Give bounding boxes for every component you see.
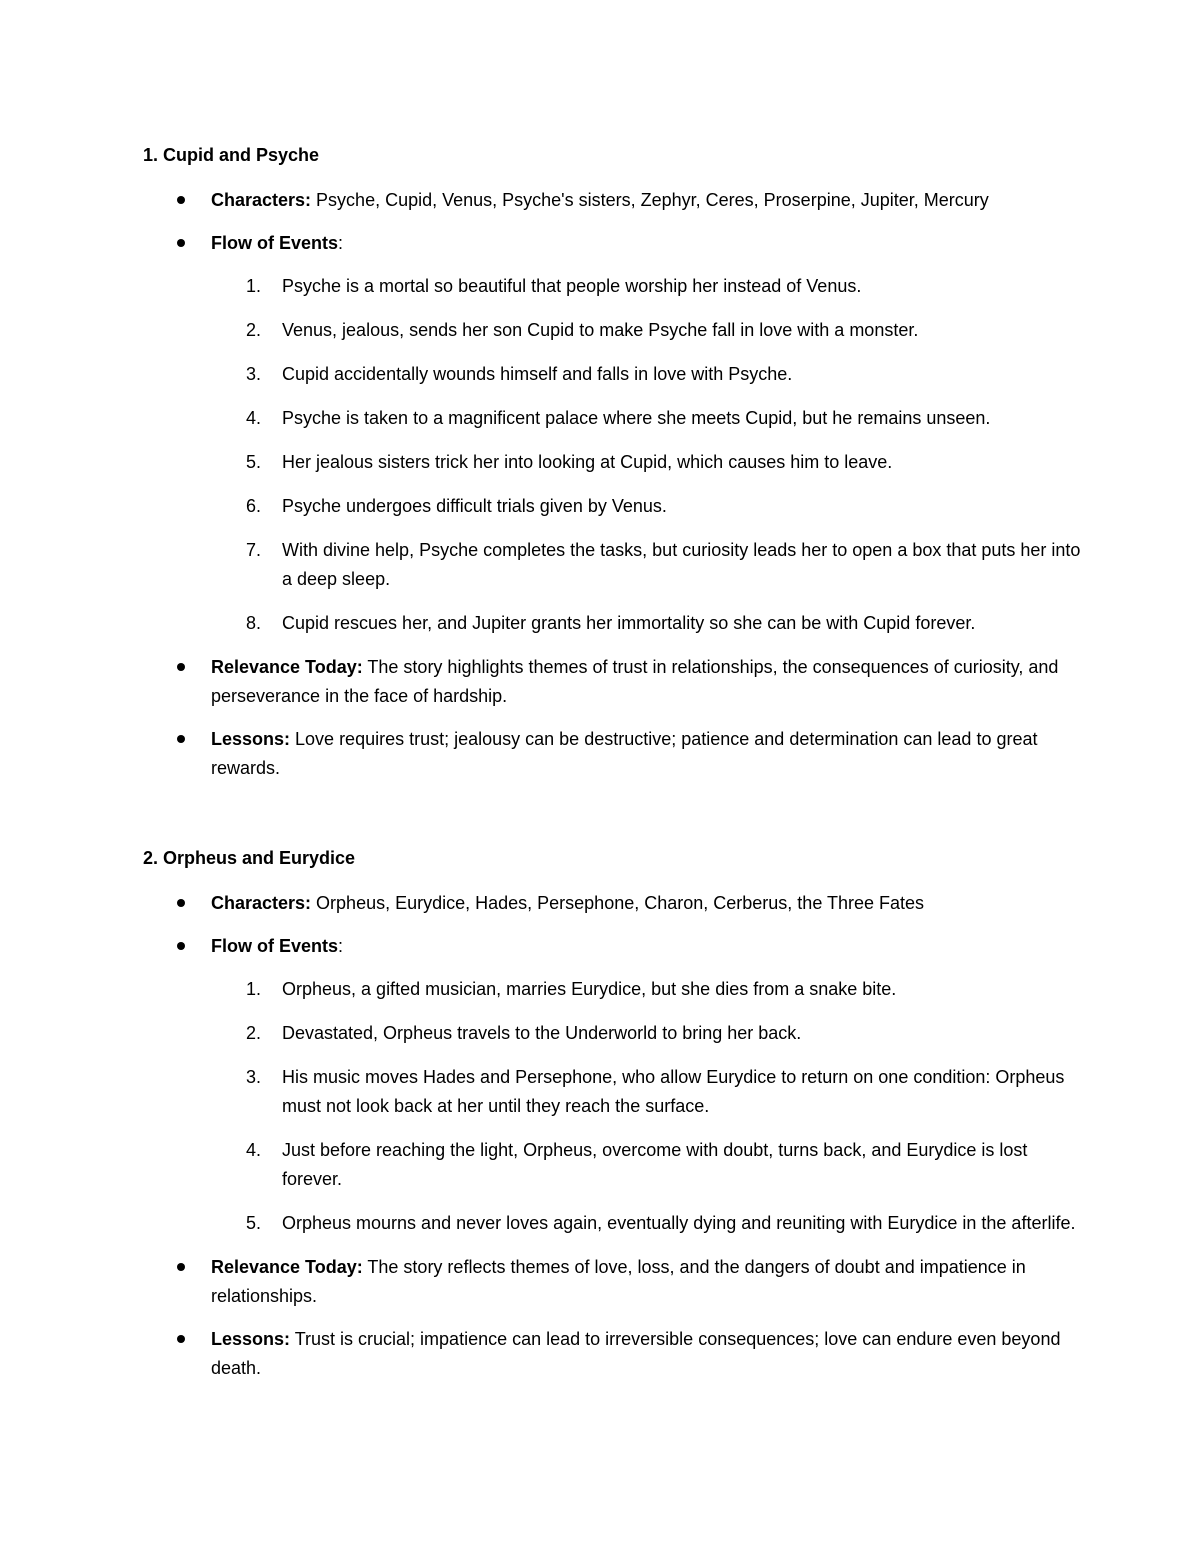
lessons-label: Lessons: (211, 729, 291, 749)
bullet-list (143, 889, 1083, 1383)
event-number: 1. (246, 276, 262, 296)
event-item (143, 272, 1083, 301)
bullet-list (143, 186, 1083, 783)
event-text: Cupid rescues her, and Jupiter grants her immortality so she can be with Cupid forever. (282, 613, 976, 633)
event-text: Psyche is a mortal so beautiful that people worship her instead of Venus. (282, 276, 862, 296)
characters-bullet (143, 186, 1083, 215)
lessons-label: Lessons: (211, 1329, 291, 1349)
section-title: 1. Cupid and Psyche (143, 145, 320, 165)
bullet-icon (177, 239, 185, 247)
flow-of-events-label: Flow of Events (211, 936, 339, 956)
event-number: 6. (246, 496, 262, 516)
event-number: 7. (246, 540, 262, 560)
relevance-today-bullet (143, 653, 1083, 711)
event-text: Just before reaching the light, Orpheus, overcome with doubt, turns back, and Eurydice is lost forever. (282, 1140, 1028, 1189)
section-title: 2. Orpheus and Eurydice (143, 848, 356, 868)
characters-label: Characters: (211, 190, 312, 210)
event-number: 2. (246, 320, 262, 340)
event-item (143, 492, 1083, 521)
events-list (211, 975, 1083, 1238)
event-item (143, 609, 1083, 638)
bullet-icon (177, 663, 185, 671)
event-item (143, 1209, 1083, 1238)
bullet-icon (177, 735, 185, 743)
bullet-icon (177, 196, 185, 204)
event-text: Orpheus, a gifted musician, marries Eurydice, but she dies from a snake bite. (282, 979, 897, 999)
event-number: 4. (246, 408, 262, 428)
relevance-label: Relevance Today: (211, 657, 363, 677)
lessons-bullet (143, 725, 1083, 783)
event-number: 5. (246, 452, 262, 472)
bullet-icon (177, 899, 185, 907)
event-number: 5. (246, 1213, 262, 1233)
section-orpheus-and-eurydice (143, 845, 1083, 1397)
relevance-label: Relevance Today: (211, 1257, 363, 1277)
flow-of-events-label: Flow of Events (211, 233, 339, 253)
event-text: Venus, jealous, sends her son Cupid to make Psyche fall in love with a monster. (282, 320, 919, 340)
bullet-icon (177, 942, 185, 950)
flow-of-events-bullet (143, 229, 1083, 638)
event-item (143, 536, 1083, 594)
event-item (143, 1136, 1083, 1194)
event-number: 3. (246, 1067, 262, 1087)
event-text: Orpheus mourns and never loves again, eventually dying and reuniting with Eurydice in the afterlife. (282, 1213, 1076, 1233)
event-text: Psyche undergoes difficult trials given by Venus. (282, 496, 667, 516)
event-number: 1. (246, 979, 262, 999)
event-text: His music moves Hades and Persephone, who allow Eurydice to return on one condition: Orpheus must not look back at her until they reach the surface. (282, 1067, 1065, 1116)
relevance-text: The story reflects themes of love, loss, and the dangers of doubt and impatience in relationships. (211, 1257, 1026, 1306)
event-item (143, 975, 1083, 1004)
lessons-bullet (143, 1325, 1083, 1383)
event-item (143, 404, 1083, 433)
event-item (143, 360, 1083, 389)
events-list (211, 272, 1083, 638)
bullet-icon (177, 1335, 185, 1343)
event-text: With divine help, Psyche completes the tasks, but curiosity leads her to open a box that puts her into a deep sleep. (282, 540, 1081, 589)
bullet-icon (177, 1263, 185, 1271)
flow-of-events-bullet (143, 932, 1083, 1238)
event-text: Her jealous sisters trick her into looking at Cupid, which causes him to leave. (282, 452, 893, 472)
relevance-text: The story highlights themes of trust in relationships, the consequences of curiosity, and perseverance in the face of hardship. (211, 657, 1059, 706)
characters-text: Orpheus, Eurydice, Hades, Persephone, Charon, Cerberus, the Three Fates (311, 893, 925, 913)
characters-bullet (143, 889, 1083, 918)
event-item (143, 1063, 1083, 1121)
event-item (143, 1019, 1083, 1048)
characters-label: Characters: (211, 893, 312, 913)
event-text: Devastated, Orpheus travels to the Underworld to bring her back. (282, 1023, 802, 1043)
characters-text: Psyche, Cupid, Venus, Psyche's sisters, Zephyr, Ceres, Proserpine, Jupiter, Mercury (311, 190, 989, 210)
event-number: 3. (246, 364, 262, 384)
section-cupid-and-psyche (143, 142, 1083, 797)
event-number: 2. (246, 1023, 262, 1043)
event-item (143, 316, 1083, 345)
event-text: Cupid accidentally wounds himself and falls in love with Psyche. (282, 364, 793, 384)
event-number: 8. (246, 613, 262, 633)
flow-of-events-colon: : (338, 936, 344, 956)
event-number: 4. (246, 1140, 262, 1160)
flow-of-events-colon: : (338, 233, 344, 253)
event-text: Psyche is taken to a magnificent palace where she meets Cupid, but he remains unseen. (282, 408, 991, 428)
relevance-today-bullet (143, 1253, 1083, 1311)
lessons-text: Love requires trust; jealousy can be destructive; patience and determination can lead to great rewards. (211, 729, 1038, 778)
lessons-text: Trust is crucial; impatience can lead to irreversible consequences; love can endure even beyond death. (211, 1329, 1061, 1378)
event-item (143, 448, 1083, 477)
